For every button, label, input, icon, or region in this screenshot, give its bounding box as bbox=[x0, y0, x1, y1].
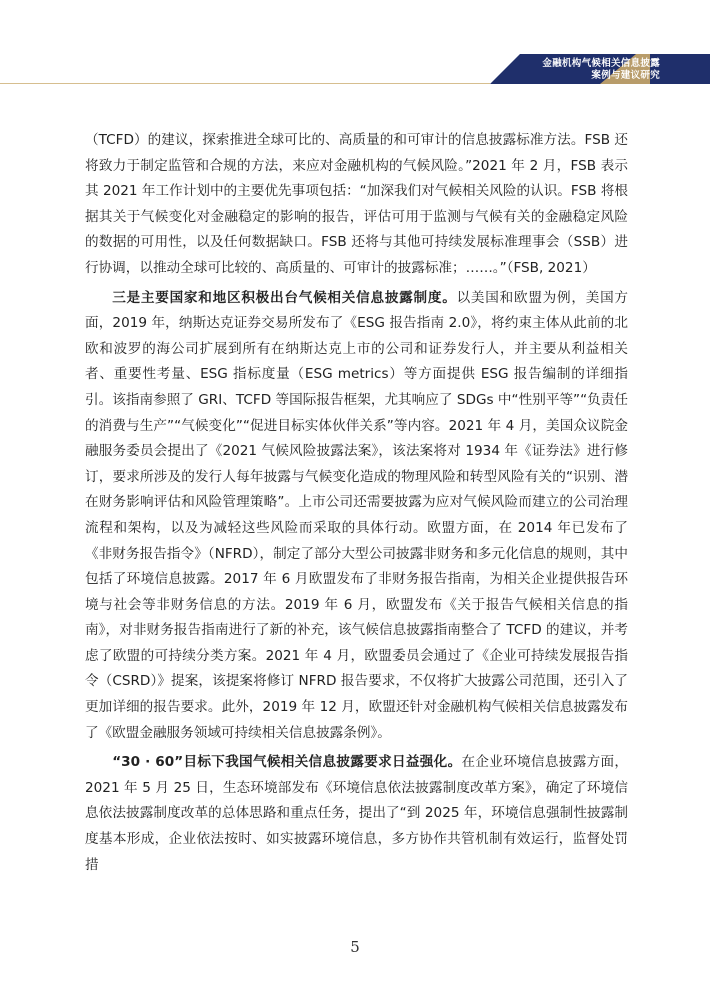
paragraph-regional-policy bbox=[85, 286, 628, 747]
paragraph-text: （TCFD）的建议，探索推进全球可比的、高质量的和可审计的信息披露标准方法。FSB 还将致力于制定监管和合规的方法，来应对金融机构的气候风险。”2021 年 2 月，FSB 表示其 2021 年工作计划中的主要优先事项包括：“加深我们对气候相关风险的认识。FSB 将根据其关于气候变化对金融稳定的影响的报告，评估可用于监测与气候有关的金融稳定风险的数据的可用性，以及任何数据缺口。FSB 还将与其他可持续发展标准理事会（SSB）进行协调，以推动全球可比较的、高质量的、可审计的披露标准；……。”（FSB, 2021） bbox=[85, 132, 628, 276]
paragraph-lead: “30 · 60”目标下我国气候相关信息披露要求日益强化。 bbox=[112, 754, 462, 771]
header-band bbox=[0, 54, 710, 84]
body-text bbox=[85, 128, 628, 878]
paragraph-text: 以美国和欧盟为例，美国方面，2019 年，纳斯达克证券交易所发布了《ESG 报告指南 2.0》，将约束主体从此前的北欧和波罗的海公司扩展到所有在纳斯达克上市的公司和证券发行人，并主要从利益相关者、重要性考量、ESG 指标度量（ESG metrics）等方面提供 ESG 报告编制的详细指引。该指南参照了 GRI、TCFD 等国际报告框架，尤其响应了 SDGs 中“性别平等”“负责任的消费与生产”“气候变化”“促进目标实体伙伴关系”等内容。2021 年 4 月，美国众议院金融服务委员会提出了《2021 气候风险披露法案》，该法案将对 1934 年《证券法》进行修订，要求所涉及的发行人每年披露与气候变化造成的物理风险和转型风险有关的“识别、潜在财务影响评估和风险管理策略”。上市公司还需要披露为应对气候风险而建立的公司治理流程和架构，以及为减轻这些风险而采取的具体行动。欧盟方面，在 2014 年已发布了《非财务报告指令》（NFRD），制定了部分大型公司披露非财务和多元化信息的规则，其中包括了环境信息披露。2017 年 6 月欧盟发布了非财务报告指南，为相关企业提供报告环境与社会等非财务信息的方法。2019 年 6 月，欧盟发布《关于报告气候相关信息的指南》，对非财务报告指南进行了新的补充，该气候信息披露指南整合了 TCFD 的建议，并考虑了欧盟的可持续分类方案。2021 年 4 月，欧盟委员会通过了《企业可持续发展报告指令（CSRD）》提案，该提案将修订 NFRD 报告要求，不仅将扩大披露公司范围，还引入了更加详细的报告要求。此外，2019 年 12 月，欧盟还针对金融机构气候相关信息披露发布了《欧盟金融服务领域可持续相关信息披露条例》。 bbox=[85, 289, 629, 741]
paragraph-lead: 三是主要国家和地区积极出台气候相关信息披露制度。 bbox=[112, 289, 457, 306]
paragraph-continuation bbox=[85, 128, 628, 282]
paragraph-china-targets bbox=[85, 750, 628, 878]
header-title bbox=[542, 58, 660, 82]
paragraph-text: 在企业环境信息披露方面，2021 年 5 月 25 日，生态环境部发布《环境信息依法披露制度改革方案》，确定了环境信息依法披露制度改革的总体思路和重点任务，提出了“到 2025 年，环境信息强制性披露制度基本形成，企业依法按时、如实披露环境信息，多方协作共管机制有效运行，监督处罚措 bbox=[85, 754, 628, 873]
header-title-line1: 金融机构气候相关信息披露 bbox=[542, 58, 660, 69]
header-title-line2: 案例与建议研究 bbox=[591, 70, 660, 81]
page-number: 5 bbox=[350, 938, 360, 956]
